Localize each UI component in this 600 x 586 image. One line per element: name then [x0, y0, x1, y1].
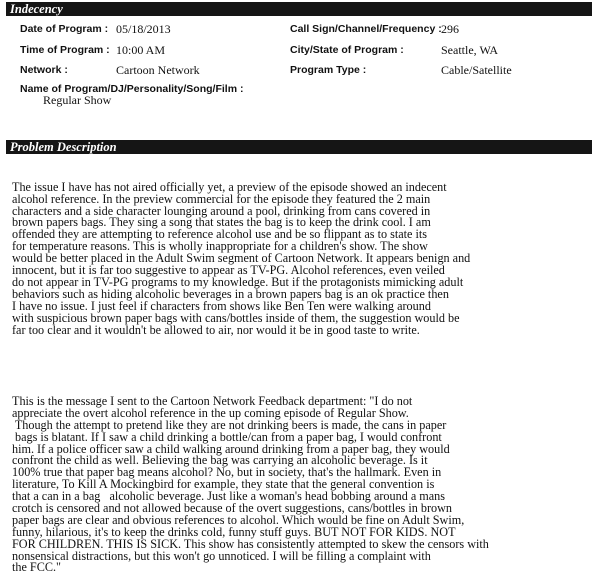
description-line: This is the message I sent to the Cartoon Network Feedback department: "I do not — [12, 394, 413, 409]
description-line: brown papers bags. They sing a song that states the bag is to keep the drink cool. I am — [12, 215, 431, 230]
network-label: Network : — [20, 64, 68, 76]
network-value: Cartoon Network — [116, 63, 200, 77]
description-line: characters and a side character lounging around a pool, drinking from cans covered in — [12, 203, 431, 218]
program-type-label: Program Type : — [290, 64, 367, 76]
description-line: innocent, but it is far too suggestive to appear as TV-PG. Alcohol references, even veiled — [12, 263, 445, 278]
description-line: literature, To Kill A Mockingbird for example, they state that the general convention is — [12, 477, 435, 492]
description-line: nonsensical distractions, but this won't go unnoticed. I will be filling a complaint with — [12, 548, 431, 563]
date-of-program-label: Date of Program : — [20, 23, 109, 35]
city-state-label: City/State of Program : — [290, 44, 404, 56]
description-line: 100% true that paper bag means alcohol? No, but in society, that's the hallmark. Even in — [12, 465, 442, 480]
description-line: him. If a police officer saw a child walking around drinking from a paper bag, they would — [12, 441, 450, 456]
problem-paragraph-1 — [12, 179, 594, 337]
description-line: Though the attempt to pretend like they are not drinking beers is made, the cans in paper — [12, 417, 447, 432]
paragraph-gap — [12, 360, 594, 372]
description-line: I have no issue. I just feel if characters from shows like Ben Ten were walking around — [12, 298, 431, 313]
program-type-value: Cable/Satellite — [441, 63, 512, 77]
problem-paragraph-2 — [12, 396, 594, 574]
section-header-indecency: Indecency — [6, 2, 592, 16]
call-sign-label: Call Sign/Channel/Frequency : — [290, 23, 442, 35]
program-name-value: Regular Show — [43, 93, 112, 107]
call-sign-value: 296 — [441, 22, 459, 36]
section-header-problem-description: Problem Description — [6, 140, 592, 154]
description-line: behaviors such as hiding alcoholic beverages in a brown papers bag is an ok practice then — [12, 286, 449, 301]
description-line: would be better placed in the Adult Swim segment of Cartoon Network. It appears benign and — [12, 251, 471, 266]
description-line: FOR CHILDREN. THIS IS SICK. This show has consistently attempted to skew the censors with — [12, 536, 489, 551]
description-line: alcohol reference. In the preview commercial for the episode they featured the 2 main — [12, 191, 431, 206]
time-of-program-label: Time of Program : — [20, 44, 110, 56]
description-line: the FCC." — [12, 560, 61, 575]
description-line: that a can in a bag alcoholic beverage. Just like a woman's head bobbing around a mans — [12, 489, 446, 504]
description-line: appreciate the overt alcohol reference in the up coming episode of Regular Show. — [12, 405, 409, 420]
description-line: bags is blatant. If I saw a child drinking a bottle/can from a paper bag, I would confront — [12, 429, 442, 444]
description-line: for temperature reasons. This is wholly inappropriate for a children's show. The show — [12, 239, 428, 254]
description-line: paper bags are clear and obvious references to alcohol. Which would be fine on Adult Swim, — [12, 512, 465, 527]
description-line: The issue I have has not aired officially yet, a preview of the episode showed an indecent — [12, 179, 447, 194]
city-state-value: Seattle, WA — [441, 43, 499, 57]
description-line: do not appear in TV-PG programs to my knowledge. But if the protagonists mimicking adult — [12, 274, 464, 289]
program-name-label: Name of Program/DJ/Personality/Song/Film : — [20, 83, 244, 95]
description-line: confront the child as well. Believing the bag was carrying an alcoholic beverage. Is it — [12, 453, 428, 468]
date-of-program-value: 05/18/2013 — [116, 22, 171, 36]
description-line: crotch is censored and not allowed because of the overt suggestions, cans/bottles in brown — [12, 501, 452, 516]
description-line: far too clear and it wouldn't be allowed to air, nor would it be in good taste to write. — [12, 322, 420, 337]
problem-description-text — [12, 158, 594, 586]
description-line: with suspicious brown paper bags with cans/bottles inside of them, the suggestion would be — [12, 310, 460, 325]
time-of-program-value: 10:00 AM — [116, 43, 166, 57]
description-line: funny, hilarious, it's to keep the drinks cold, funny stuff guys. BUT NOT FOR KIDS. NOT — [12, 524, 456, 539]
description-line: offended they are attempting to reference alcohol use and be so flippant as to state its — [12, 227, 428, 242]
